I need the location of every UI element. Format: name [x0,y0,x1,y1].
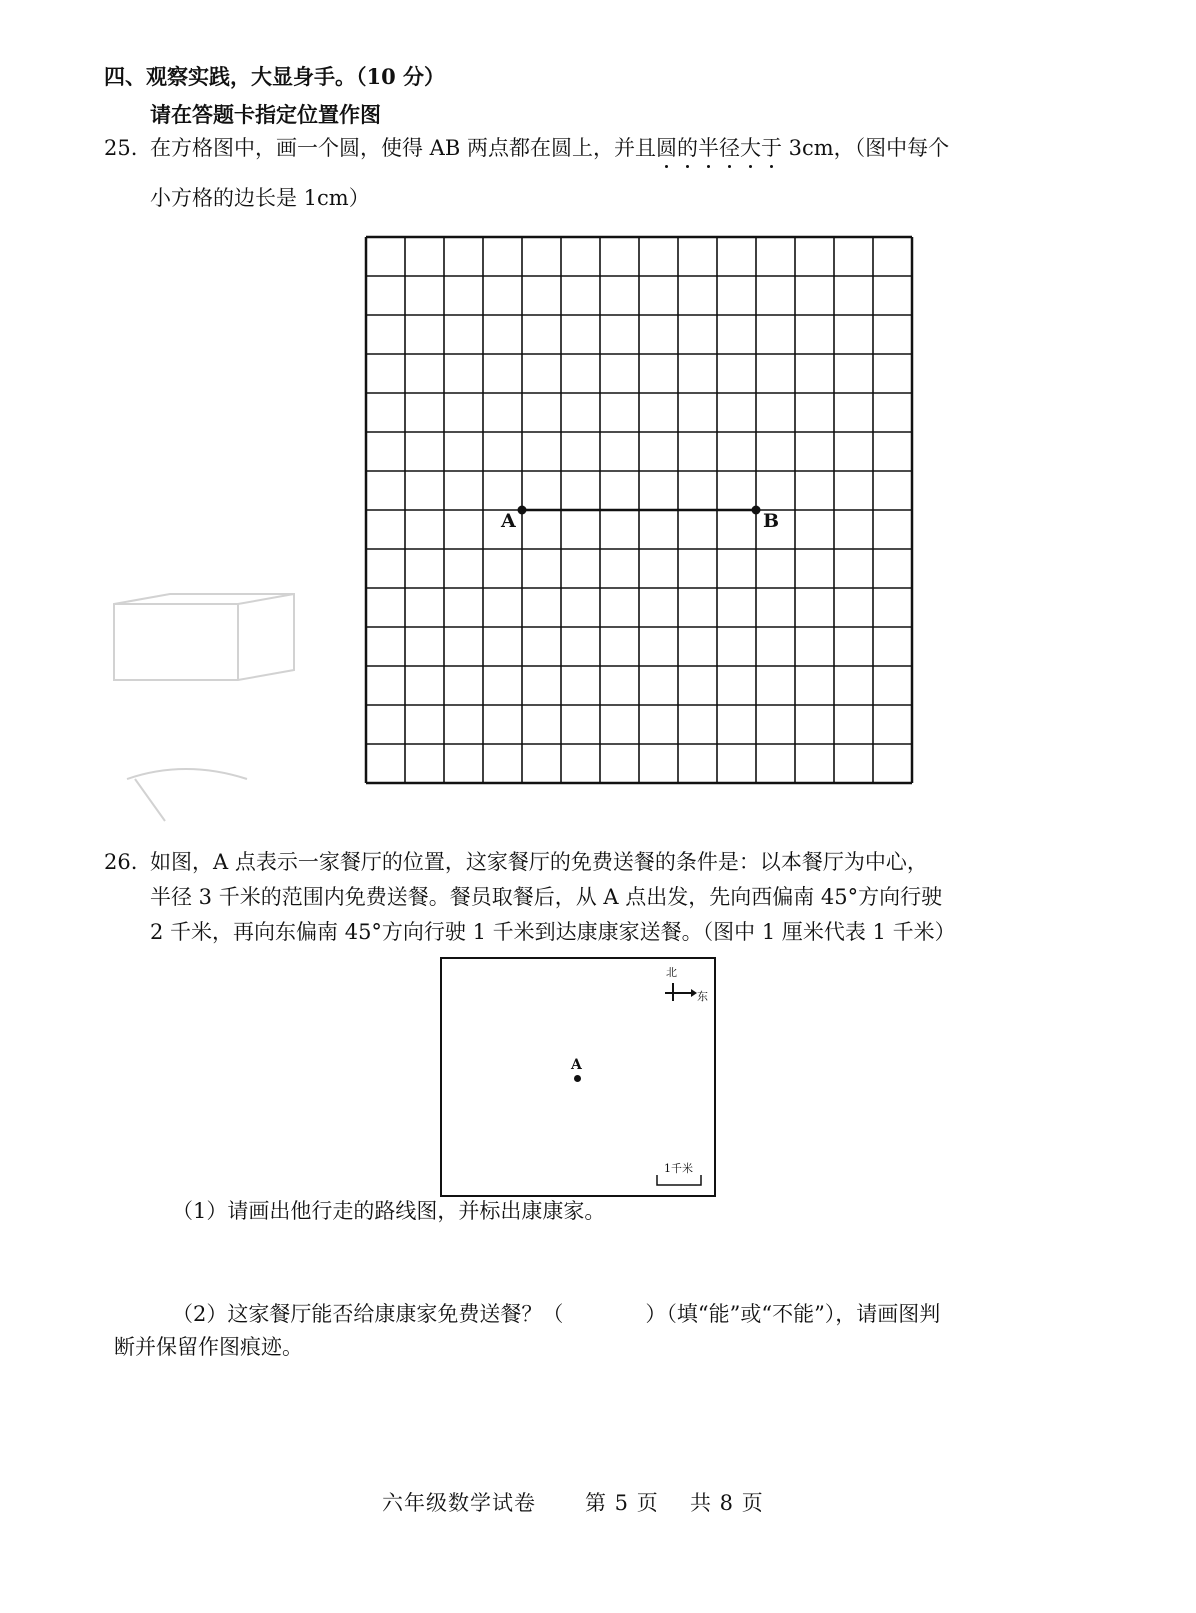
q26-sub1: （1）请画出他行走的路线图，并标出康康家。 [172,1199,606,1223]
emphasis-char: 的 [676,136,698,160]
restaurant-point [574,1075,581,1082]
q26-number: 26. [104,850,138,874]
emphasis-char: 径 [718,136,740,160]
square-grid[interactable] [364,235,924,795]
scale-label: 1千米 [664,1162,693,1175]
emphasis-char: 大 [739,136,761,160]
q26-sub2-after: ）（填“能”或“不能”），请画图判 [645,1302,941,1326]
footer-total: 共 8 页 [690,1491,764,1515]
q25-text-line2: 小方格的边长是 1cm） [150,186,370,210]
emphasis-char: 于 [760,136,782,160]
q26-line2: 半径 3 千米的范围内免费送餐。餐员取餐后，从 A 点出发，先向西偏南 45°方向行驶 [150,885,943,909]
point-a [518,506,527,515]
restaurant-point-label: A [571,1057,582,1073]
east-label: 东 [697,990,708,1003]
section-instruction: 请在答题卡指定位置作图 [150,102,381,127]
emphasis-char: 半 [697,136,719,160]
q25-emphasis [656,136,782,160]
q26-line1: 如图，A 点表示一家餐厅的位置，这家餐厅的免费送餐的条件是：以本餐厅为中心， [150,850,928,874]
q25-text [150,134,949,162]
q26-sub2-before: （2）这家餐厅能否给康康家免费送餐？（ [172,1302,564,1326]
q25-number: 25. [104,136,138,160]
bleed-through-box-drawing [112,592,302,712]
point-b [752,506,761,515]
q26-line3: 2 千米，再向东偏南 45°方向行驶 1 千米到达康康家送餐。（图中 1 厘米代表 1 千米） [150,920,956,944]
q25-text-part2: 3cm，（图中每个 [781,136,950,160]
section-heading: 四、观察实践，大显身手。（10 分） [104,64,446,89]
north-label: 北 [666,966,677,979]
q25-text-part1: 在方格图中，画一个圆，使得 AB 两点都在圆上，并且 [150,136,656,160]
footer-title: 六年级数学试卷 [382,1491,536,1515]
point-b-label: B [763,510,780,532]
q26-sub2 [172,1300,940,1328]
delivery-map[interactable] [440,957,716,1197]
footer-page: 第 5 页 [585,1491,659,1515]
point-a-label: A [501,510,516,532]
emphasis-char: 圆 [655,136,677,160]
q26-sub2-line2: 断并保留作图痕迹。 [114,1335,303,1359]
bleed-through-arc [125,765,255,825]
